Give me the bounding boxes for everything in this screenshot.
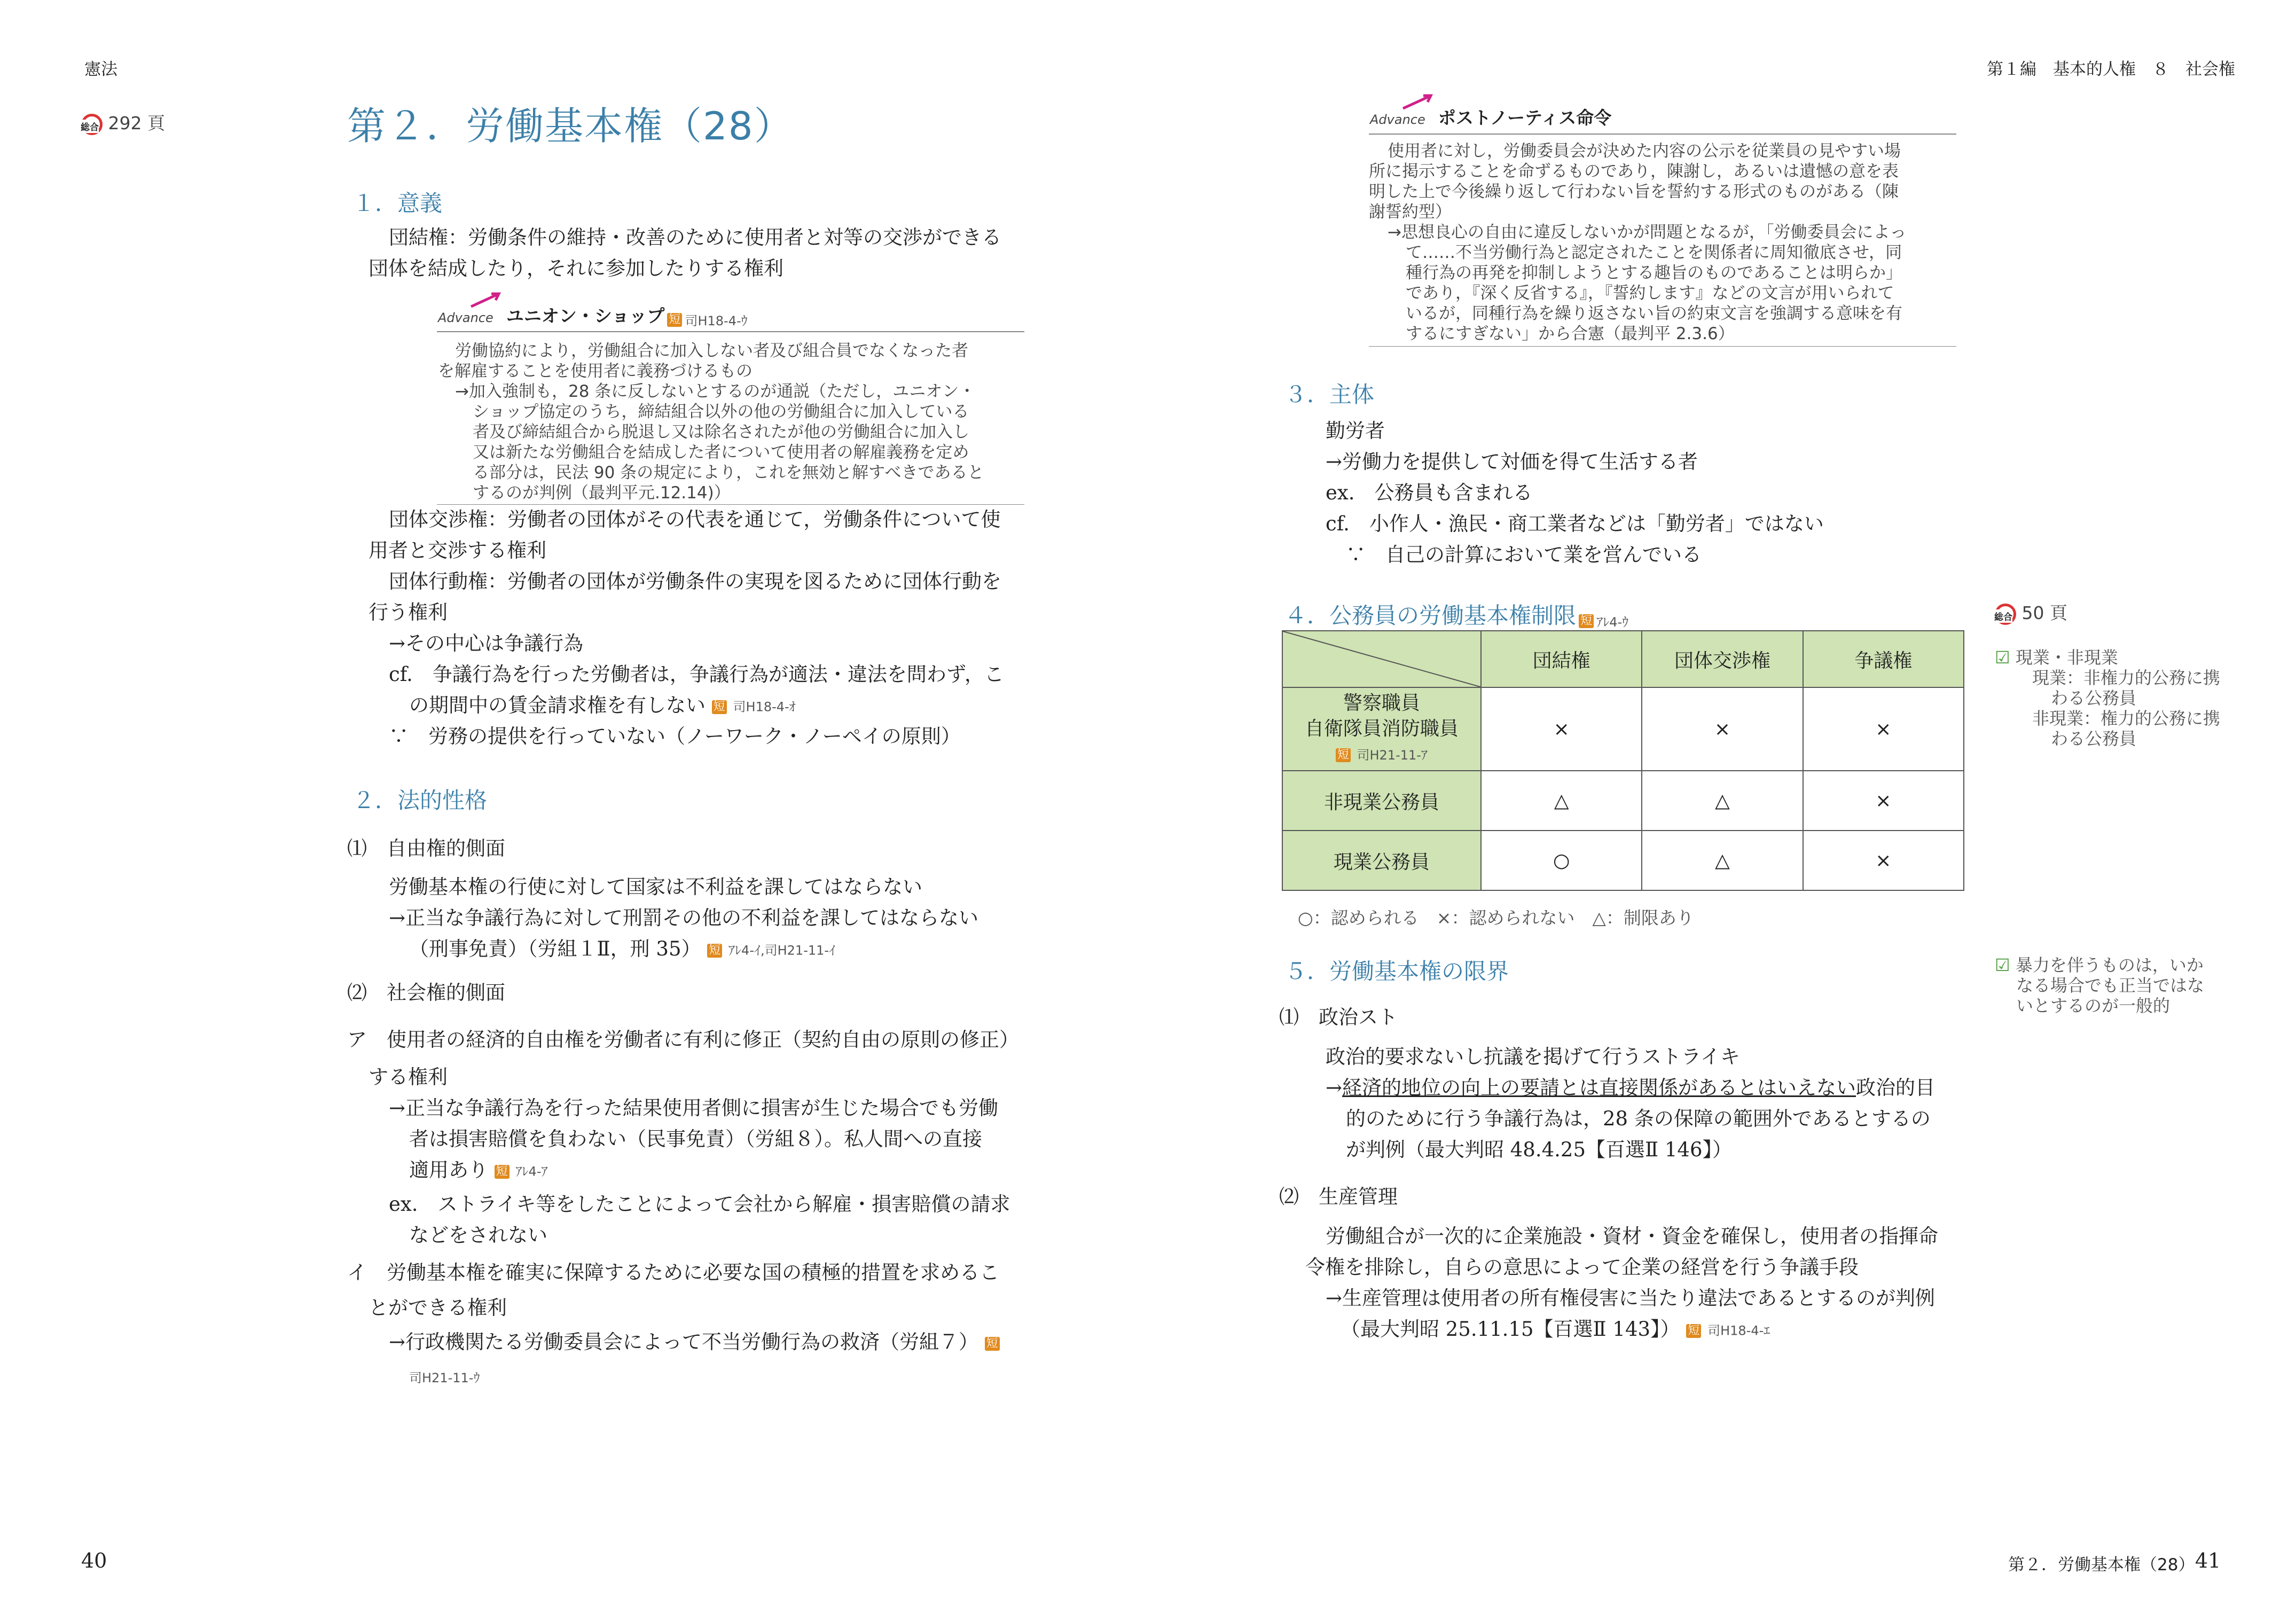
side-note-sec4: [1995, 647, 2220, 749]
sec5-line: [1341, 1314, 1770, 1346]
restriction-table: [1282, 630, 1964, 891]
row-label-line: 自衛隊員消防職員: [1304, 717, 1459, 740]
advance-body-line: 謝誓約型）: [1369, 202, 1452, 222]
sec1-line: ∵ 労務の提供を行っていない（ノーワーク・ノーペイの原則）: [389, 725, 961, 748]
sec1-line: →その中心は争議行為: [389, 632, 584, 655]
advance-rule: [437, 331, 1024, 332]
table-cell: ×: [1803, 771, 1964, 831]
table-cell: △: [1642, 831, 1803, 890]
sec2-line: イ 労働基本権を確実に保障するために必要な国の積極的措置を求めるこ: [347, 1261, 999, 1284]
advance-body-line: →思想良心の自由に違反しないかが問題となるが，「労働委員会によっ: [1388, 223, 1907, 242]
sec1-line: 行う権利: [369, 601, 448, 624]
sec1-line: 団結権：労働条件の維持・改善のために使用者と対等の交渉ができる: [389, 226, 1001, 249]
checkbox-icon: ☑: [1995, 955, 2010, 975]
advance-body-line: 明した上で今後繰り返して行わない旨を誓約する形式のものがある（陳: [1369, 182, 1899, 201]
table-cell: ○: [1481, 831, 1642, 890]
table-legend: ○：認められる ×：認められない △：制限あり: [1298, 907, 1694, 928]
sec5-line: 的のために行う争議行為は，28 条の保障の範囲外であるとするの: [1346, 1107, 1931, 1130]
sec5-line: 労働組合が一次的に企業施設・資材・資金を確保し，使用者の指揮命: [1326, 1225, 1938, 1248]
advance-badge: Advance: [1370, 112, 1425, 127]
sec3-line: ex. 公務員も含まれる: [1326, 481, 1533, 504]
advance-body-line: であり，『深く反省する』，『誓約します』などの文言が用いられて: [1406, 284, 1894, 303]
advance-arrow-icon: [470, 292, 502, 308]
advance-body-line: するにすぎない」から合憲（最判平 2.3.6）: [1406, 324, 1735, 343]
side-note-line: 暴力を伴うものは，いか: [2015, 955, 2204, 975]
exam-ref: 司H18-4-ｵ: [733, 699, 796, 715]
sec3-line: ∵ 自己の計算において業を営んでいる: [1346, 543, 1702, 566]
advance-title: ポストノーティス命令: [1438, 107, 1612, 128]
sec2-line-text: 適用あり: [409, 1158, 488, 1181]
sec3-line: 勤労者: [1326, 419, 1385, 442]
sec2-line: [409, 934, 835, 966]
table-cell: △: [1481, 771, 1642, 831]
sec1-line: 用者と交渉する権利: [369, 539, 546, 562]
exam-ref: ｱﾚ4-ｳ: [1596, 615, 1629, 630]
advance-body-line: 労働協約により，労働組合に加入しない者及び組合員でなくなった者: [455, 341, 968, 361]
side-note-line: わる公務員: [2051, 688, 2137, 708]
advance-body-line: 種行為の再発を抑制しようとする趣旨のものであることは明らか」: [1406, 263, 1902, 283]
sec4-heading: ４．公務員の労働基本権制限: [1284, 602, 1577, 629]
sec5-line-arrow: →: [1326, 1076, 1343, 1099]
sec5-p2-label: ⑵ 生産管理: [1279, 1185, 1398, 1208]
row-label-ref: [1283, 742, 1480, 768]
advance-body-line: 使用者に対し，労働委員会が決めた内容の公示を従業員の見やすい場: [1388, 142, 1901, 161]
table-cell: ×: [1642, 687, 1803, 771]
sec2-p2-label: ⑵ 社会権的側面: [347, 981, 505, 1004]
advance-body-line: て……不当労働行為と認定されたことを関係者に周知徹底させ，同: [1406, 243, 1902, 262]
exam-ref: ｱﾚ4-ｲ,司H21-11-ｲ: [728, 943, 836, 958]
sec2-heading: ２．法的性格: [352, 787, 488, 813]
side-note-line: わる公務員: [2051, 729, 2137, 749]
sec2-line: ex. ストライキ等をしたことによって会社から解雇・損害賠償の請求: [389, 1193, 1010, 1216]
table-header: 争議権: [1803, 631, 1964, 687]
short-answer-tag-icon: 短: [495, 1165, 510, 1179]
short-answer-tag-icon: 短: [667, 313, 682, 327]
table-cell: ×: [1803, 831, 1964, 890]
side-note-line: 現業：非権力的公務に携: [2032, 668, 2221, 688]
crossref-top: [81, 109, 165, 135]
table-cell: ×: [1481, 687, 1642, 771]
advance-body-line: →加入強制も，28 条に反しないとするのが通説（ただし，ユニオン・: [455, 382, 976, 401]
table-corner-cell: [1282, 631, 1481, 687]
sec2-line: などをされない: [409, 1224, 547, 1247]
short-answer-tag-icon: 短: [1336, 748, 1351, 762]
exam-ref: 司H21-11-ｱ: [1357, 747, 1428, 763]
sec1-line: 団体を結成したり，それに参加したりする権利: [369, 257, 783, 280]
side-note-line: 非現業：権力的公務に携: [2032, 708, 2221, 729]
table-header: 団結権: [1481, 631, 1642, 687]
page-title: 第２．労働基本権（28）: [347, 104, 794, 148]
table-row-label: 現業公務員: [1282, 831, 1481, 890]
sec1-heading: １．意義: [352, 190, 443, 216]
side-note-line: いとするのが一般的: [2016, 996, 2170, 1016]
sec1-line-text: の期間中の賃金請求権を有しない: [409, 694, 706, 717]
exam-ref: 司H18-4-ｴ: [1707, 1323, 1770, 1338]
short-answer-tag-icon: 短: [707, 944, 722, 958]
crossref-sec4: [1995, 599, 2067, 625]
sec2-line: →正当な争議行為に対して刑罰その他の不利益を課してはならない: [389, 906, 979, 929]
exam-ref: 司H21-11-ｳ: [409, 1371, 480, 1385]
sec5-p1-label: ⑴ 政治スト: [1279, 1006, 1398, 1029]
short-answer-tag-icon: 短: [712, 700, 727, 714]
sec5-line-text: （最大判昭 25.11.15【百選Ⅱ 143】）: [1341, 1318, 1680, 1341]
short-answer-tag-icon: 短: [1686, 1324, 1701, 1338]
exam-ref: 司H18-4-ｳ: [685, 314, 748, 328]
advance-body-line: いるが，同種行為を繰り返さない旨の約束文言を強調する意味を有: [1406, 304, 1902, 323]
sec2-line: とができる権利: [369, 1296, 507, 1319]
table-row-label: 非現業公務員: [1282, 771, 1481, 831]
sec2-line: →正当な争議行為を行った結果使用者側に損害が生じた場合でも労働: [389, 1097, 999, 1119]
crossref-top-text: 292 頁: [108, 113, 165, 134]
sec5-line-text: 政治的目: [1856, 1076, 1935, 1099]
side-note-line: なる場合でも正当ではな: [2016, 975, 2205, 996]
sec2-line: [409, 1155, 547, 1187]
sec4-heading-row: [1284, 598, 1628, 630]
sec2-line: 労働基本権の行使に対して国家は不利益を課してはならない: [389, 875, 922, 898]
sec2-line: する権利: [369, 1066, 448, 1089]
advance-body-line: ショップ協定のうち，締結組合以外の他の労働組合に加入している: [473, 402, 969, 421]
sec3-line: →労働力を提供して対価を得て生活する者: [1326, 450, 1698, 473]
footer-right-title: 第２．労働基本権（28）: [2008, 1555, 2195, 1575]
advance-body-line: 又は新たな労働組合を結成した者について使用者の解雇義務を定め: [473, 443, 969, 462]
table-row-label: [1282, 687, 1481, 771]
advance-body-line: 者及び締結組合から脱退し又は除名されたが他の労働組合に加入し: [473, 422, 969, 442]
advance-arrow-icon: [1402, 93, 1434, 109]
sogo-logo-icon: 総合: [81, 114, 103, 135]
page-number-right: 41: [2195, 1549, 2221, 1572]
table-header: 団体交渉権: [1642, 631, 1803, 687]
sec5-line: 政治的要求ないし抗議を掲げて行うストライキ: [1326, 1045, 1740, 1068]
sec5-heading: ５．労働基本権の限界: [1284, 958, 1509, 984]
checkbox-icon: ☑: [1995, 647, 2010, 668]
table-cell: △: [1642, 771, 1803, 831]
advance-body-line: る部分は，民法 90 条の規定により，これを無効と解すべきであると: [473, 463, 984, 482]
header-left: 憲法: [84, 60, 117, 79]
sec5-underlined-text: 経済的地位の向上の要請とは直接関係があるとはいえない: [1342, 1076, 1856, 1099]
advance-body-line: 所に掲示することを命ずるものであり，陳謝し，あるいは遺憾の意を表: [1369, 162, 1899, 181]
exam-ref: ｱﾚ4-ｱ: [515, 1164, 548, 1179]
page-number-left: 40: [81, 1549, 107, 1572]
sec3-line: cf. 小作人・漁民・商工業者などは「勤労者」ではない: [1326, 512, 1824, 535]
advance-body-line: を解雇することを使用者に義務づけるもの: [438, 362, 753, 381]
row-label-line: 警察職員: [1343, 692, 1420, 714]
sec2-p1-label: ⑴ 自由権的側面: [347, 837, 505, 860]
table-cell: ×: [1803, 687, 1964, 771]
advance-title: ユニオン・ショップ: [506, 306, 665, 326]
sec1-line: [409, 690, 796, 723]
side-note-line: 現業・非現業: [2015, 647, 2118, 668]
sec5-line: が判例（最大判昭 48.4.25【百選Ⅱ 146】）: [1346, 1138, 1733, 1161]
sec3-heading: ３．主体: [1284, 381, 1375, 408]
sec5-line: 令権を排除し，自らの意思によって企業の経営を行う争議手段: [1305, 1256, 1859, 1279]
advance-rule-bottom: [1369, 346, 1956, 347]
sec2-line-text: （刑事免責）（労組１Ⅱ，刑 35）: [409, 937, 701, 960]
crossref-sec4-text: 50 頁: [2021, 602, 2067, 623]
header-right: 第１編 基本的人権 ８ 社会権: [1987, 60, 2235, 79]
side-note-sec5: [1995, 955, 2204, 1016]
sec5-line: →生産管理は使用者の所有権侵害に当たり違法であるとするのが判例: [1326, 1287, 1935, 1310]
sogo-logo-icon: 総合: [1995, 604, 2016, 625]
sec1-line: cf. 争議行為を行った労働者は，争議行為が適法・違法を問わず，こ: [389, 663, 1004, 686]
sec2-line: 者は損害賠償を負わない（民事免責）（労組８）。私人間への直接: [409, 1127, 982, 1150]
sec5-line: [1326, 1072, 1935, 1103]
sec2-line-text: →行政機関たる労働委員会によって不当労働行為の救済（労組７）: [389, 1330, 979, 1353]
advance-badge: Advance: [438, 310, 493, 325]
short-answer-tag-icon: 短: [985, 1337, 1000, 1351]
sec1-line: 団体行動権：労働者の団体が労働条件の実現を図るために団体行動を: [389, 570, 1001, 593]
sec2-line: [389, 1327, 1000, 1358]
advance-rule: [1369, 134, 1956, 135]
sec1-line: 団体交渉権：労働者の団体がその代表を通じて，労働条件について使: [389, 508, 1001, 531]
advance-body-line: するのが判例（最判平元.12.14)）: [473, 483, 731, 503]
sec2-line: ア 使用者の経済的自由権を労働者に有利に修正（契約自由の原則の修正）: [347, 1028, 1019, 1051]
short-answer-tag-icon: 短: [1579, 614, 1594, 628]
